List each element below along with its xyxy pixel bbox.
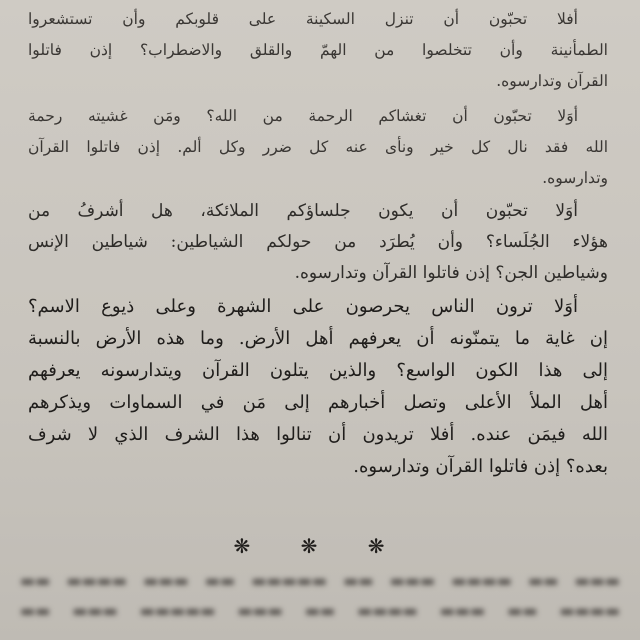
text-line: هؤلاء الجُلَساء؟ وأن يُطرَد من حولكم الشياطين: شياطين الإنس xyxy=(28,232,608,252)
text-line: وشياطين الجن؟ إذن فاتلوا القرآن وتدارسوه. xyxy=(294,263,608,283)
text-line: إن غاية ما يتمنّونه أن يعرفهم أهل الأرض. وما هذه الأرض بالنسبة xyxy=(28,328,608,349)
text-line: إلى هذا الكون الواسع؟ والذين يتلون القرآن ويتدارسونه يعرفهم xyxy=(28,360,608,381)
text-line: أوَلا تحبّون أن تغشاكم الرحمة من الله؟ ومَن غشيته رحمة xyxy=(28,107,578,125)
text-line: الطمأنينة وأن تتخلصوا من الهمّ والقلق والاضطراب؟ إذن فاتلوا xyxy=(28,41,608,59)
text-line: أوَلا تحبّون أن يكون جلساؤكم الملائكة، هل أشرفُ من xyxy=(28,201,578,221)
text-line: أوَلا ترون الناس يحرصون على الشهرة وعلى ذيوع الاسم؟ xyxy=(28,296,578,317)
paragraph-1 xyxy=(28,4,608,97)
text-line: الله فيمَن عنده. أفلا تريدون أن تنالوا هذا الشرف الذي لا شرف xyxy=(28,424,608,445)
paragraph-3 xyxy=(28,196,608,289)
text-line: وتدارسوه. xyxy=(542,169,608,187)
text-line: بعده؟ إذن فاتلوا القرآن وتدارسوه. xyxy=(353,456,608,477)
section-separator: ❋ ❋ ❋ xyxy=(233,534,407,558)
blurred-line: ▬▬▬ ▬▬ ▬▬▬▬ ▬▬▬ ▬▬ ▬▬▬▬▬ ▬▬ ▬▬▬ ▬▬▬▬ ▬▬ xyxy=(20,571,620,590)
blurred-line: ▬▬▬▬ ▬▬ ▬▬▬ ▬▬▬▬ ▬▬ ▬▬▬ ▬▬▬▬▬ ▬▬▬ ▬▬ xyxy=(20,601,620,620)
text-line: الله فقد نال كل خير ونأى عنه كل ضرر وكل ألم. إذن فاتلوا القرآن xyxy=(28,138,608,156)
text-line: القرآن وتدارسوه. xyxy=(496,72,608,90)
page-text xyxy=(28,4,608,483)
text-line: أهل الملأ الأعلى وتصل أخبارهم إلى مَن في السماوات ويذكرهم xyxy=(28,392,608,413)
blurred-next-text xyxy=(20,566,620,626)
paragraph-2 xyxy=(28,101,608,194)
paragraph-4 xyxy=(28,291,608,483)
text-line: أفلا تحبّون أن تنزل السكينة على قلوبكم وأن تستشعروا xyxy=(28,10,578,28)
